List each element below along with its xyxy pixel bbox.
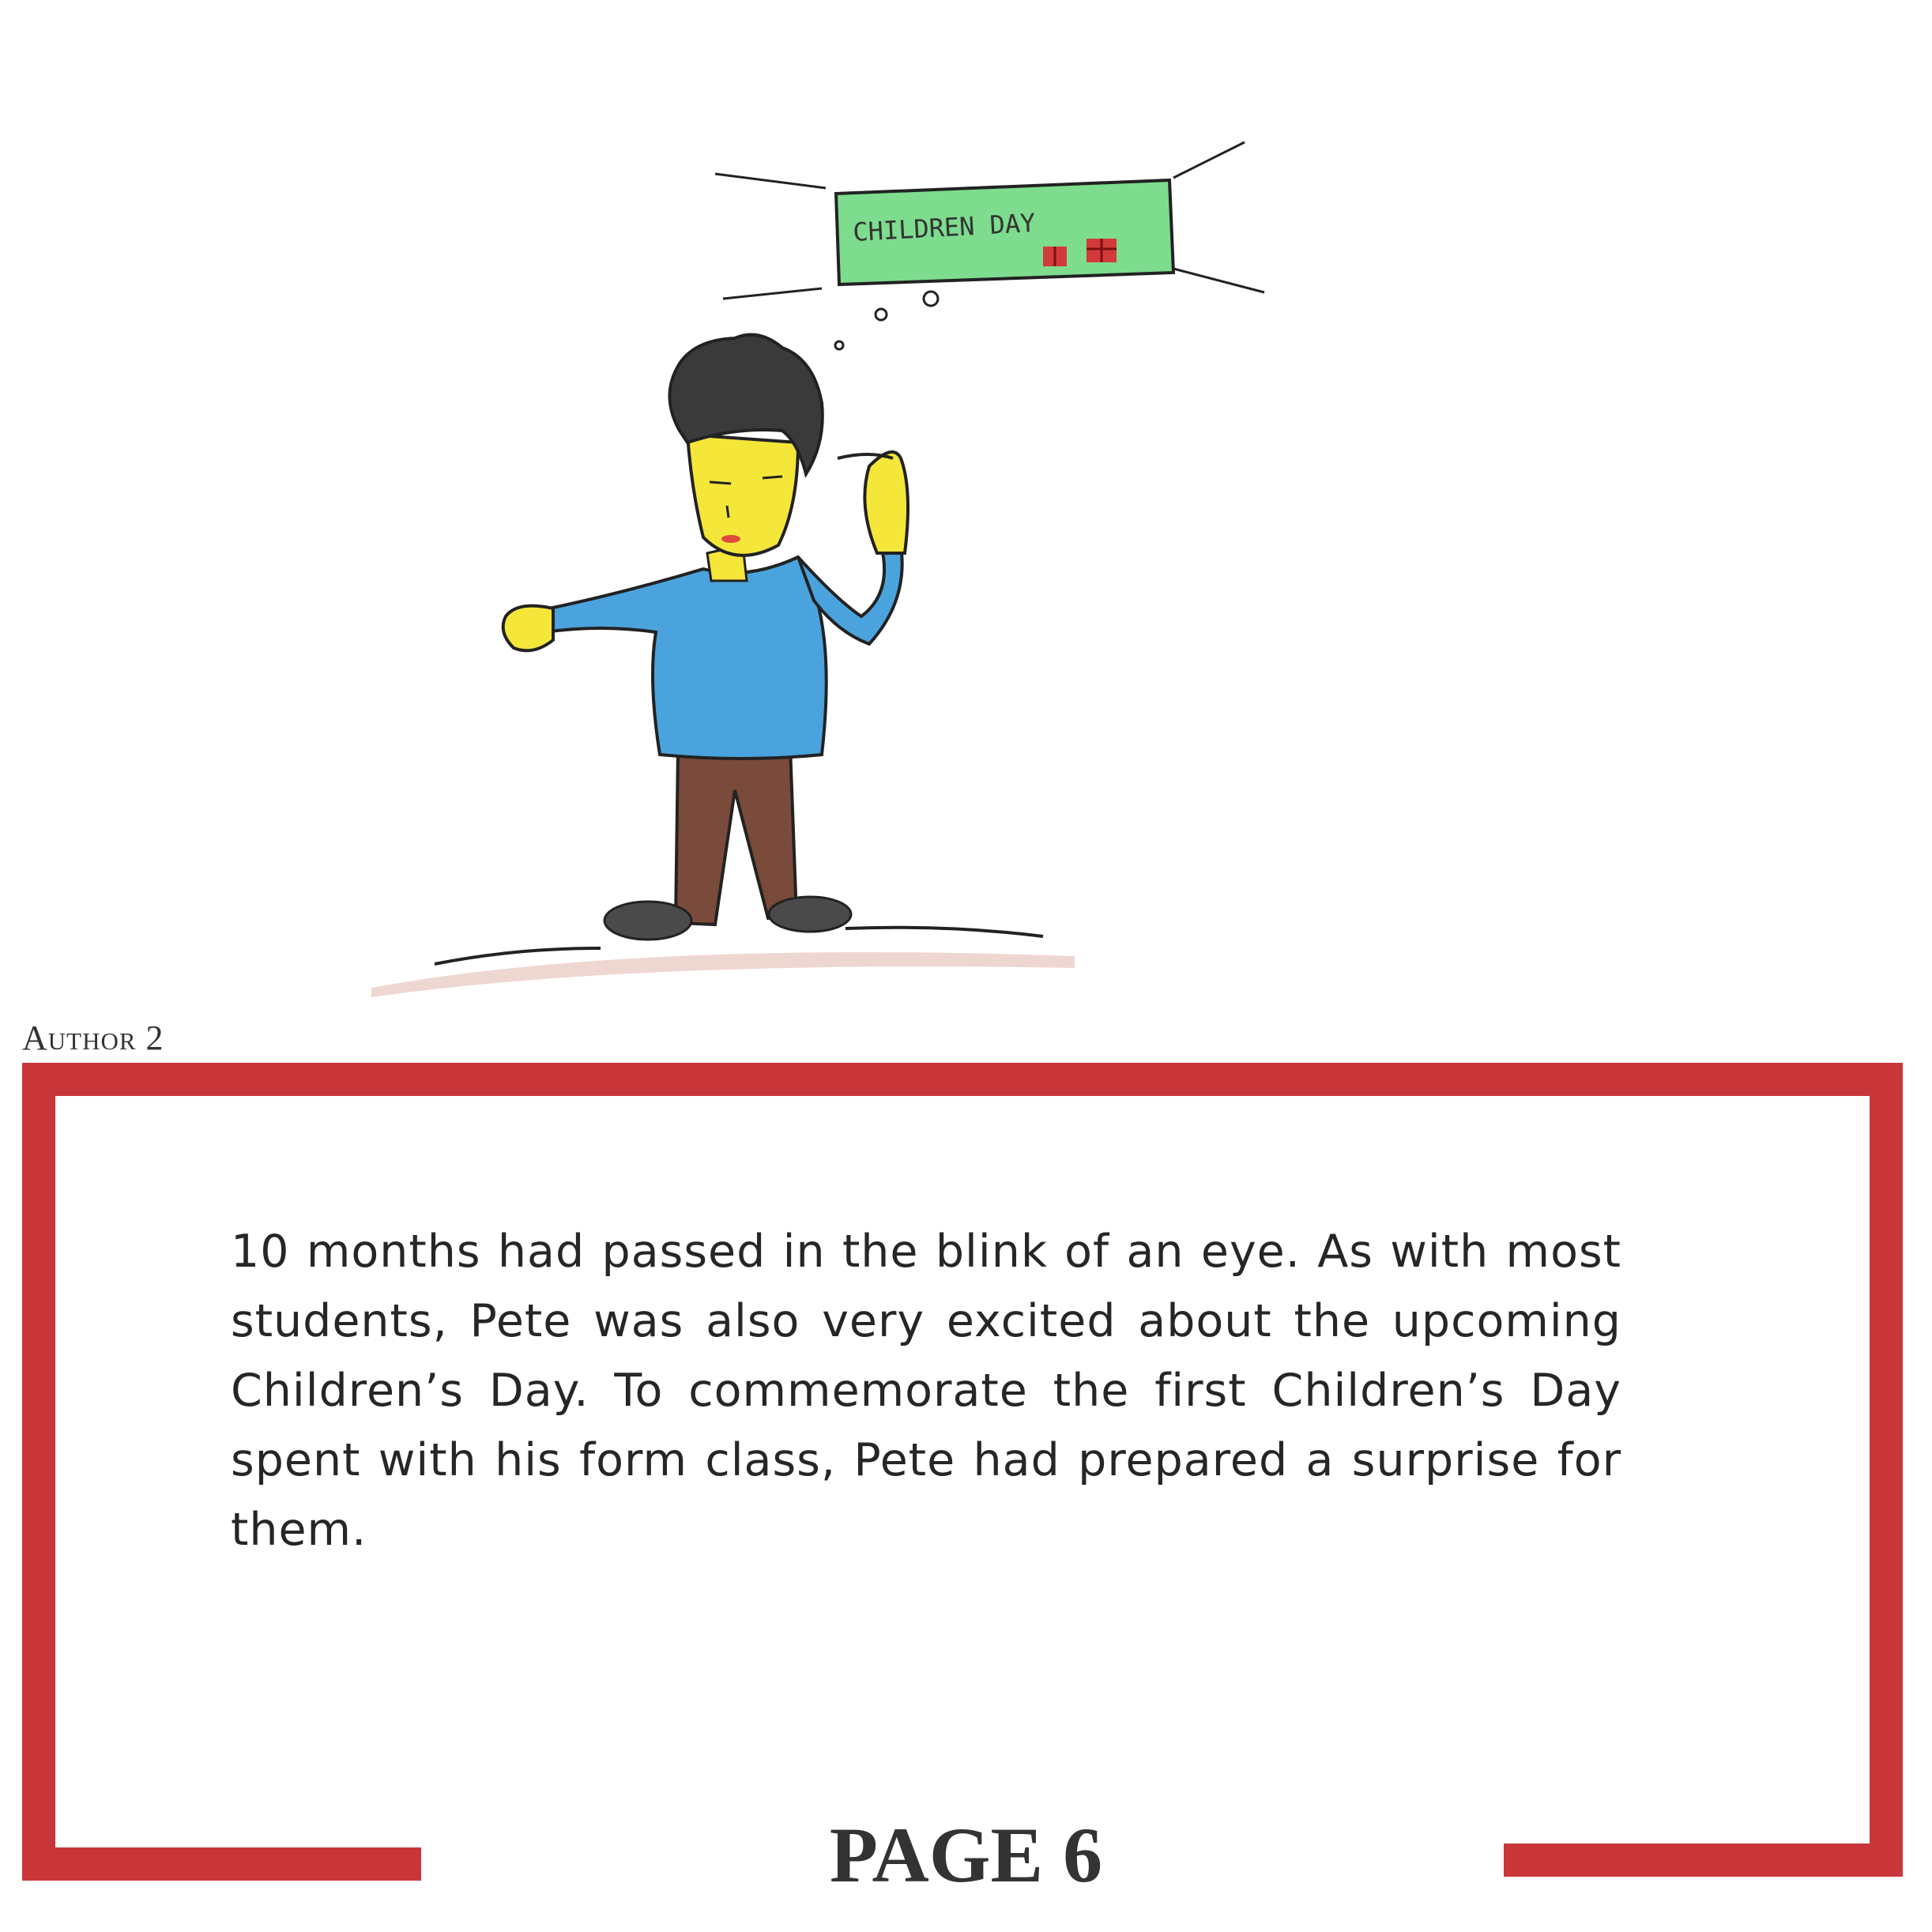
banner-string (1173, 269, 1264, 292)
page-number: PAGE 6 (829, 1811, 1103, 1899)
ground-line-right (845, 928, 1043, 936)
banner-string (1173, 142, 1245, 178)
left-shoe (604, 902, 691, 940)
thought-bubble (924, 292, 938, 306)
banner-string (723, 288, 822, 299)
face (687, 435, 798, 555)
frame-right (1870, 1063, 1903, 1877)
nose (727, 506, 729, 518)
right-hand (864, 452, 908, 553)
frame-top (22, 1063, 1903, 1096)
banner-string (715, 174, 826, 188)
story-text: 10 months had passed in the blink of an eye. As with most students, Pete was also very excited about the upcoming Children’s Day. To commemorate the first Children’s Day spent with his form class, Pete had prepared a surprise for them. (231, 1226, 1621, 1556)
thought-bubble (876, 309, 887, 320)
pants (676, 747, 797, 925)
thought-bubble (835, 341, 843, 349)
mouth (721, 535, 740, 543)
banner-label: CHILDREN DAY (852, 207, 1037, 247)
left-hand (503, 606, 553, 651)
frame-left (22, 1063, 55, 1881)
ground-line (435, 948, 601, 964)
ground-shading (371, 952, 1075, 997)
right-shoe (769, 897, 851, 932)
shirt (545, 557, 827, 759)
author-credit: Author 2 (22, 1019, 164, 1057)
